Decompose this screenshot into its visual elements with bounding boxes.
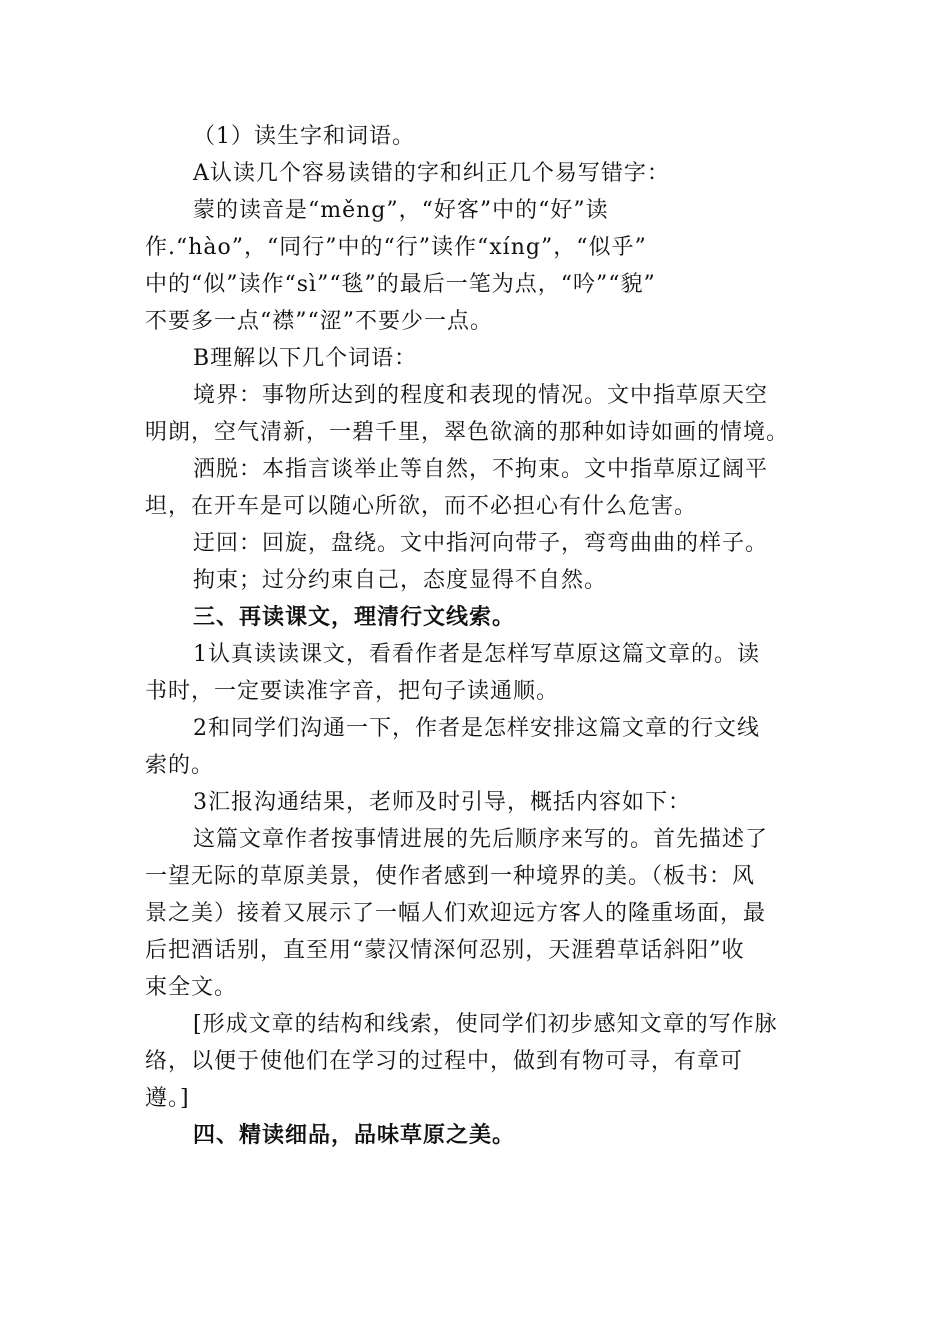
text-line: （1）读生字和词语。: [193, 124, 415, 149]
text-line: 作.“hào”，“同行”中的“行”读作“xíng”，“似乎”: [145, 235, 647, 260]
text-line: 束全文。: [145, 975, 238, 1000]
section-heading: 三、再读课文，理清行文线索。: [193, 604, 516, 630]
text-line: 络，以便于使他们在学习的过程中，做到有物可寻，有章可: [145, 1049, 744, 1074]
document-body: [145, 118, 810, 1154]
text-line: 后把酒话别，直至用“蒙汉情深何忍别，天涯碧草话斜阳”收: [145, 938, 745, 963]
text-line: 明朗，空气清新，一碧千里，翠色欲滴的那种如诗如画的情境。: [145, 420, 790, 445]
section-heading: 四、精读细品，品味草原之美。: [193, 1122, 516, 1148]
text-line: 不要多一点“襟”“涩”不要少一点。: [145, 309, 493, 334]
text-line: 书时，一定要读准字音，把句子读通顺。: [145, 679, 560, 704]
text-line: 坦，在开车是可以随心所欲，而不必担心有什么危害。: [145, 494, 698, 519]
text-line: 2和同学们沟通一下，作者是怎样安排这篇文章的行文线: [193, 716, 760, 741]
text-line: 索的。: [145, 753, 215, 778]
text-line: 境界：事物所达到的程度和表现的情况。文中指草原天空: [193, 383, 769, 408]
text-line: A认读几个容易读错的字和纠正几个易写错字：: [193, 161, 670, 186]
text-line: 迂回：回旋，盘绕。文中指河向带子，弯弯曲曲的样子。: [193, 531, 769, 556]
text-line: [形成文章的结构和线索，使同学们初步感知文章的写作脉: [193, 1012, 778, 1037]
text-line: 一望无际的草原美景，使作者感到一种境界的美。（板书：风: [145, 864, 756, 889]
text-line: 3汇报沟通结果，老师及时引导，概括内容如下：: [193, 790, 691, 815]
text-line: 这篇文章作者按事情进展的先后顺序来写的。首先描述了: [193, 827, 769, 852]
text-line: 遵。]: [145, 1086, 190, 1111]
text-line: 中的“似”读作“sì”“毯”的最后一笔为点，“吟”“貌”: [145, 272, 656, 297]
text-line: B理解以下几个词语：: [193, 346, 418, 371]
text-line: 蒙的读音是“měng”，“好客”中的“好”读: [193, 198, 609, 223]
text-line: 1认真读读课文，看看作者是怎样写草原这篇文章的。读: [193, 642, 760, 667]
text-line: 洒脱：本指言谈举止等自然，不拘束。文中指草原辽阔平: [193, 457, 769, 482]
text-line: 拘束；过分约束自己，态度显得不自然。: [193, 568, 608, 593]
text-line: 景之美）接着又展示了一幅人们欢迎远方客人的隆重场面，最: [145, 901, 767, 926]
